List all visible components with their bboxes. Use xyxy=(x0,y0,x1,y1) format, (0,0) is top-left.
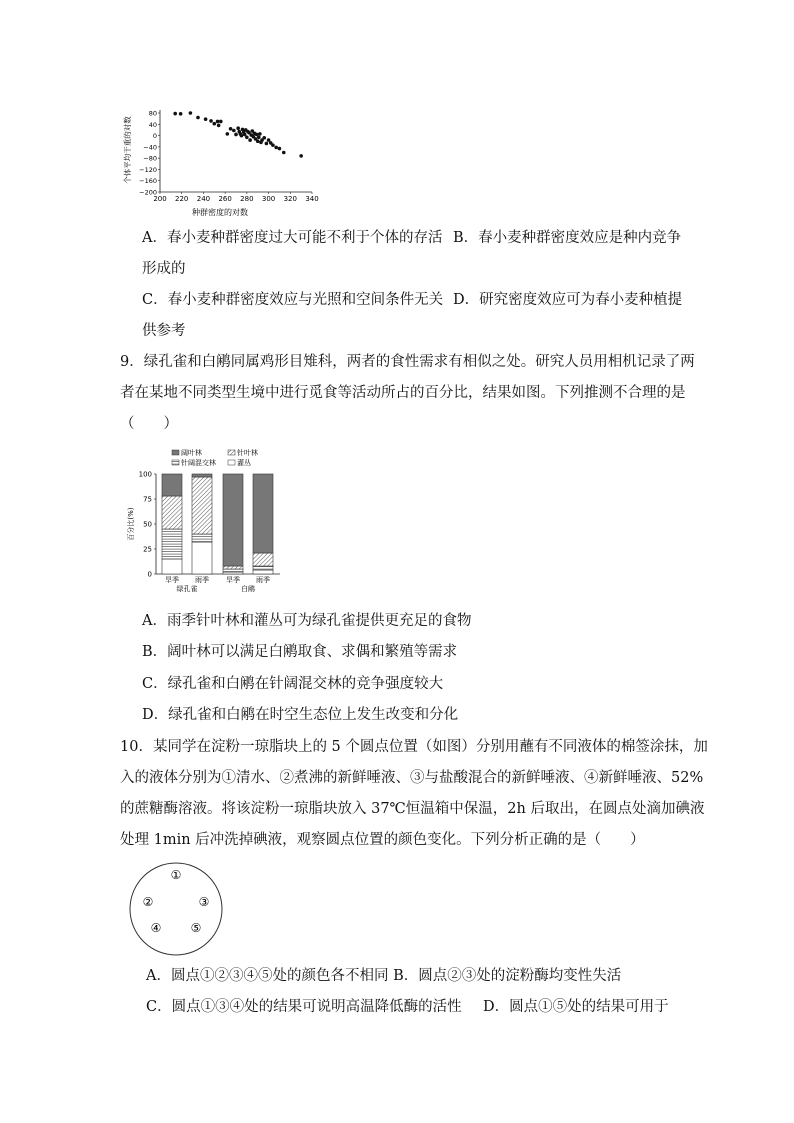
q9-category-label: 雨季 xyxy=(256,576,270,584)
q10-stem-line3: 的蔗糖酶溶液。将该淀粉一琼脂块放入 37℃恒温箱中保温，2h 后取出，在圆点处滴加碘液 xyxy=(120,801,705,817)
q9-legend-swatch xyxy=(172,450,179,455)
q10-option-d: D．圆点①⑤处的结果可用于 xyxy=(483,999,669,1015)
q8-data-point xyxy=(217,124,221,128)
q8-x-tick-label: 280 xyxy=(240,195,254,203)
q8-y-tick-label: −120 xyxy=(139,165,157,174)
q8-data-point xyxy=(258,132,262,136)
q8-x-tick-label: 260 xyxy=(218,195,232,203)
q8-data-point xyxy=(257,135,261,139)
q8-data-point xyxy=(240,134,244,138)
q8-data-point xyxy=(173,112,177,116)
q8-y-tick-label: −160 xyxy=(139,177,157,186)
q8-data-point xyxy=(212,122,216,126)
q9-y-tick-label: 75 xyxy=(143,495,152,504)
q9-option-a: A．雨季针叶林和灌丛可为绿孔雀提供更充足的食物 xyxy=(142,613,472,629)
q9-bar-segment xyxy=(192,477,212,534)
q9-y-tick-label: 0 xyxy=(147,570,152,579)
q8-data-point xyxy=(267,138,271,142)
q8-y-tick-label: 40 xyxy=(148,120,157,129)
q9-legend-swatch xyxy=(228,450,235,455)
q8-y-tick-label: −80 xyxy=(143,154,157,163)
q8-data-point xyxy=(209,119,213,123)
q8-data-point xyxy=(245,135,249,139)
q8-option-d-cont: 供参考 xyxy=(142,323,186,339)
q9-y-tick-label: 25 xyxy=(143,545,152,554)
q9-bar-segment xyxy=(253,474,273,553)
q8-x-tick-label: 220 xyxy=(175,195,189,203)
q8-option-b: B．春小麦种群密度效应是种内竞争 xyxy=(453,230,682,246)
q9-legend-label: 针阔混交林 xyxy=(181,459,216,467)
q9-bar-segment xyxy=(223,474,243,566)
q9-legend-label: 阔叶林 xyxy=(181,449,202,457)
q9-group-label: 白鹇 xyxy=(241,585,255,593)
q9-bar-segment xyxy=(162,529,182,559)
q8-option-d: D．研究密度效应可为春小麦种植提 xyxy=(453,292,683,308)
q8-data-point xyxy=(255,133,259,137)
q8-y-tick-label: 0 xyxy=(152,132,157,141)
q8-data-point xyxy=(248,138,252,142)
agar-block-diagram xyxy=(126,859,226,959)
q9-y-axis-label: 百分比(%) xyxy=(127,507,135,541)
q8-x-tick-label: 340 xyxy=(305,195,319,203)
q9-option-d: D．绿孔雀和白鹇在时空生态位上发生改变和分化 xyxy=(142,707,459,723)
q10-stem-line4: 处理 1min 后冲洗掉碘液，观察圆点位置的颜色变化。下列分析正确的是（ ） xyxy=(120,832,645,848)
q9-legend-label: 针叶林 xyxy=(237,449,258,457)
q9-y-tick-label: 100 xyxy=(138,470,152,479)
q9-group-label: 绿孔雀 xyxy=(176,585,198,593)
q8-data-point xyxy=(262,136,266,140)
q8-data-point xyxy=(179,112,183,116)
q8-data-point xyxy=(278,147,282,151)
q8-data-point xyxy=(232,129,236,133)
q8-data-point xyxy=(256,139,260,143)
q9-option-c: C．绿孔雀和白鹇在针阔混交林的竞争强度较大 xyxy=(142,676,444,692)
q9-bar-segment xyxy=(162,559,182,574)
q8-data-point xyxy=(299,154,303,158)
q9-y-tick-label: 50 xyxy=(143,520,152,529)
q9-option-b: B．阔叶林可以满足白鹇取食、求偶和繁殖等需求 xyxy=(142,644,458,660)
q8-y-tick-label: −40 xyxy=(143,143,157,152)
q8-data-point xyxy=(271,143,275,147)
q8-data-point xyxy=(196,116,200,120)
q9-category-label: 旱季 xyxy=(165,576,179,584)
q9-bar-segment xyxy=(253,570,273,574)
q8-data-point xyxy=(282,151,286,155)
q10-stem-line1: 10．某同学在淀粉一琼脂块上的 5 个圆点位置（如图）分别用蘸有不同液体的棉签涂抹，加 xyxy=(120,739,708,755)
q8-data-point xyxy=(216,120,220,124)
q8-option-b-cont: 形成的 xyxy=(142,261,186,277)
q9-bar-segment xyxy=(223,569,243,572)
q8-y-tick-label: 80 xyxy=(148,109,157,118)
circle-label-2: ② xyxy=(142,895,154,909)
habitat-stacked-bar-chart xyxy=(120,446,290,598)
q9-bar-segment xyxy=(253,566,273,570)
circle-label-3: ③ xyxy=(198,895,210,909)
q8-option-a: A．春小麦种群密度过大可能不利于个体的存活 xyxy=(142,230,443,246)
q9-bar-segment xyxy=(253,553,273,566)
density-scatter-chart xyxy=(118,103,328,218)
q9-category-label: 雨季 xyxy=(195,576,209,584)
q8-y-tick-label: −200 xyxy=(139,188,157,197)
q8-data-point xyxy=(236,126,240,130)
q8-y-axis-label: 个体平均干重的对数 xyxy=(123,116,132,184)
q8-option-c: C．春小麦种群密度效应与光照和空间条件无关 xyxy=(142,292,444,308)
circle-label-1: ① xyxy=(170,868,182,882)
circle-label-4: ④ xyxy=(150,921,162,935)
q9-stem-line1: 9．绿孔雀和白鹇同属鸡形目雉科，两者的食性需求有相似之处。研究人员用相机记录了两 xyxy=(120,354,695,370)
q9-legend-swatch xyxy=(228,460,235,465)
q8-data-point xyxy=(226,132,230,136)
q9-stem-line2: 者在某地不同类型生境中进行觅食等活动所占的百分比，结果如图。下列推测不合理的是 xyxy=(120,385,686,401)
q8-data-point xyxy=(219,120,223,124)
q10-stem-line2: 入的液体分别为①清水、②煮沸的新鲜唾液、③与盐酸混合的新鲜唾液、④新鲜唾液、52% xyxy=(120,770,704,786)
q9-legend-swatch xyxy=(172,460,179,465)
q8-data-point xyxy=(234,133,238,137)
q8-x-tick-label: 300 xyxy=(261,195,276,203)
q8-data-point xyxy=(274,146,278,150)
q8-data-point xyxy=(204,117,208,121)
q9-bar-segment xyxy=(162,474,182,496)
q9-bar-segment xyxy=(223,566,243,569)
q8-data-point xyxy=(229,127,233,131)
q8-data-point xyxy=(243,133,247,137)
q10-option-a-b: A．圆点①②③④⑤处的颜色各不相同 B．圆点②③处的淀粉酶均变性失活 xyxy=(146,968,622,984)
q8-data-point xyxy=(189,111,193,115)
q9-bar-segment xyxy=(192,534,212,542)
q10-option-c: C．圆点①③④处的结果可说明高温降低酶的活性 xyxy=(146,999,462,1015)
q9-bar-segment xyxy=(162,496,182,529)
q8-x-tick-label: 320 xyxy=(283,195,297,203)
circle-label-5: ⑤ xyxy=(190,921,202,935)
q9-bar-segment xyxy=(192,474,212,477)
q8-x-axis-label: 种群密度的对数 xyxy=(192,208,248,217)
q8-x-tick-label: 200 xyxy=(153,195,167,203)
q9-legend-label: 灌丛 xyxy=(237,459,251,467)
q9-bar-segment xyxy=(192,542,212,574)
q9-category-label: 旱季 xyxy=(226,576,240,584)
q8-x-tick-label: 240 xyxy=(196,195,211,203)
q9-stem-line3: （ ） xyxy=(120,416,178,432)
q8-data-point xyxy=(265,142,269,146)
